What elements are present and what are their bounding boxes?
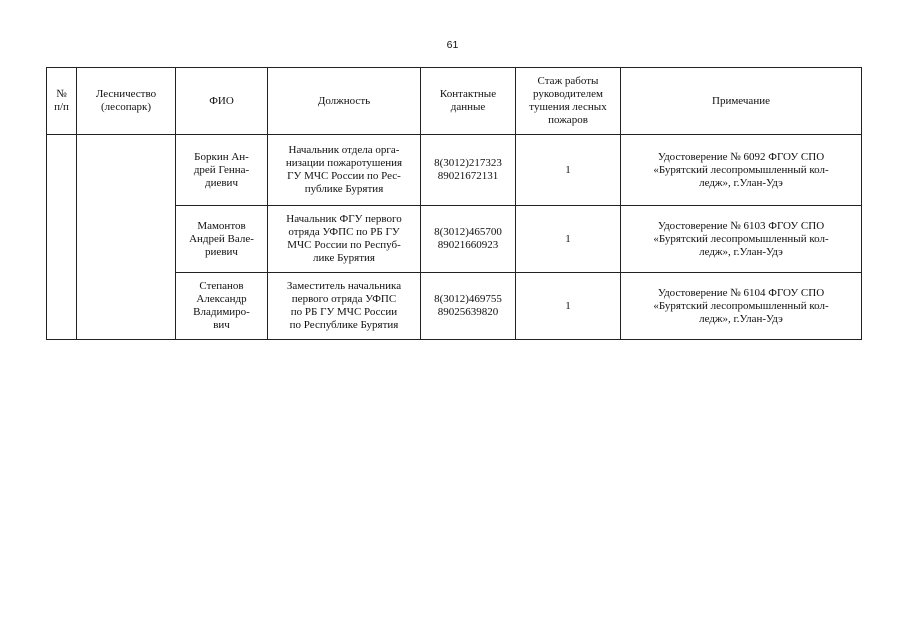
fio-cell: Мамонтов Андрей Вале- риевич [176, 206, 268, 273]
contacts-cell: 8(3012)217323 89021672131 [421, 135, 516, 206]
num-cell [47, 135, 77, 340]
note-cell: Удостоверение № 6104 ФГОУ СПО «Бурятский лесопромышленный кол- ледж», г.Улан-Удэ [621, 273, 862, 340]
header-experience: Стаж работы руководителем тушения лесных пожаров [516, 68, 621, 135]
position-cell: Заместитель начальника первого отряда УФПС по РБ ГУ МЧС России по Республике Бурятия [268, 273, 421, 340]
table-row [47, 135, 862, 206]
note-cell: Удостоверение № 6092 ФГОУ СПО «Бурятский лесопромышленный кол- ледж», г.Улан-Удэ [621, 135, 862, 206]
header-contacts: Контактные данные [421, 68, 516, 135]
header-fio: ФИО [176, 68, 268, 135]
header-note: Примечание [621, 68, 862, 135]
forestry-cell [77, 135, 176, 340]
fio-cell: Боркин Ан- дрей Генна- диевич [176, 135, 268, 206]
experience-cell: 1 [516, 206, 621, 273]
table-header-row [47, 68, 862, 135]
position-cell: Начальник ФГУ первого отряда УФПС по РБ ГУ МЧС России по Респуб- лике Бурятия [268, 206, 421, 273]
experience-cell: 1 [516, 273, 621, 340]
personnel-table [46, 67, 862, 340]
header-forestry: Лесничество (лесопарк) [77, 68, 176, 135]
contacts-cell: 8(3012)469755 89025639820 [421, 273, 516, 340]
position-cell: Начальник отдела орга- низации пожаротушения ГУ МЧС России по Рес- публике Бурятия [268, 135, 421, 206]
page-number: 61 [446, 39, 459, 51]
header-position: Должность [268, 68, 421, 135]
fio-cell: Степанов Александр Владимиро- вич [176, 273, 268, 340]
note-cell: Удостоверение № 6103 ФГОУ СПО «Бурятский лесопромышленный кол- ледж», г.Улан-Удэ [621, 206, 862, 273]
experience-cell: 1 [516, 135, 621, 206]
contacts-cell: 8(3012)465700 89021660923 [421, 206, 516, 273]
header-num: № п/п [47, 68, 77, 135]
